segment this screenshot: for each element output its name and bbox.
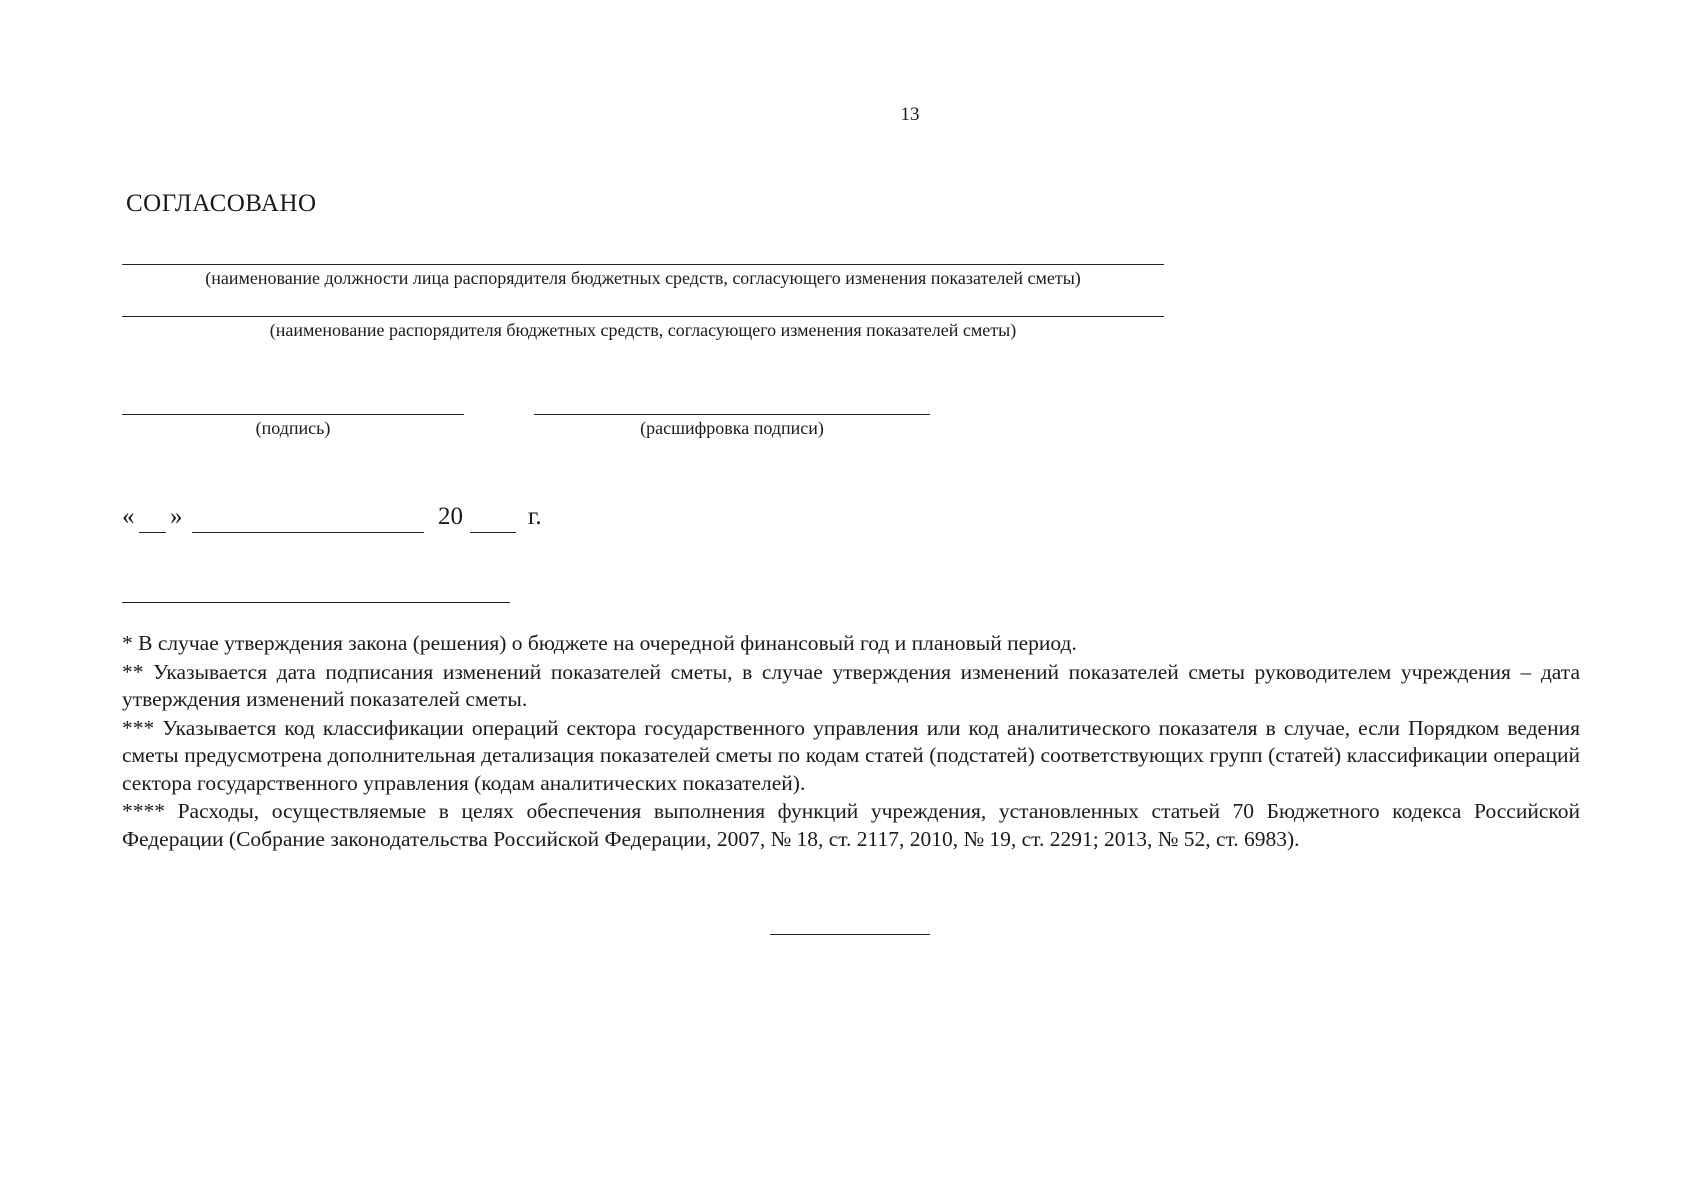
date-year-blank <box>470 532 516 533</box>
end-separator <box>770 934 930 935</box>
signature-caption: (подпись) <box>255 418 331 438</box>
footnote-1: * В случае утверждения закона (решения) о бюджете на очередной финансовый год и плановый период. <box>122 631 1077 655</box>
footnote-separator <box>122 602 510 603</box>
footnote-2: ** Указывается дата подписания изменений показателей сметы, в случае утверждения изменений показателей сметы руководителем учреждения – дата утверждения изменений показателей сметы. <box>122 659 1580 711</box>
organization-line <box>122 316 1164 317</box>
date-day-blank <box>139 532 166 533</box>
position-line <box>122 264 1164 265</box>
approval-title: СОГЛАСОВАНО <box>126 190 317 217</box>
date-year-suffix: г. <box>528 503 542 530</box>
organization-caption: (наименование распорядителя бюджетных средств, согласующего изменения показателей сметы) <box>269 320 1017 340</box>
signature-line <box>122 414 464 415</box>
date-close-quote: » <box>170 503 183 530</box>
page-number: 13 <box>900 104 920 125</box>
footnote-4: **** Расходы, осуществляемые в целях обеспечения выполнения функций учреждения, установленных статьей 70 Бюджетного кодекса Российской Федерации (Собрание законодательства Российской Федерации, 2007, № 18, ст. 2117, 2010, № 19, ст. 2291; 2013, № 52, ст. 6983). <box>122 799 1580 851</box>
date-open-quote: « <box>122 503 135 530</box>
date-month-blank <box>192 532 424 533</box>
footnote-3: *** Указывается код классификации операций сектора государственного управления или код аналитического показателя в случае, если Порядком ведения сметы предусмотрена дополнительная детализация показателей сметы по кодам статей (подстатей) соответствующих групп (статей) классификации операций сектора государственного управления (кодам аналитических показателей). <box>122 715 1580 795</box>
footnotes <box>122 630 1580 854</box>
position-caption: (наименование должности лица распорядителя бюджетных средств, согласующего изменения показателей сметы) <box>205 268 1081 288</box>
signature-decode-caption: (расшифровка подписи) <box>640 418 824 438</box>
date-year-prefix: 20 <box>438 503 463 530</box>
signature-decode-line <box>534 414 930 415</box>
